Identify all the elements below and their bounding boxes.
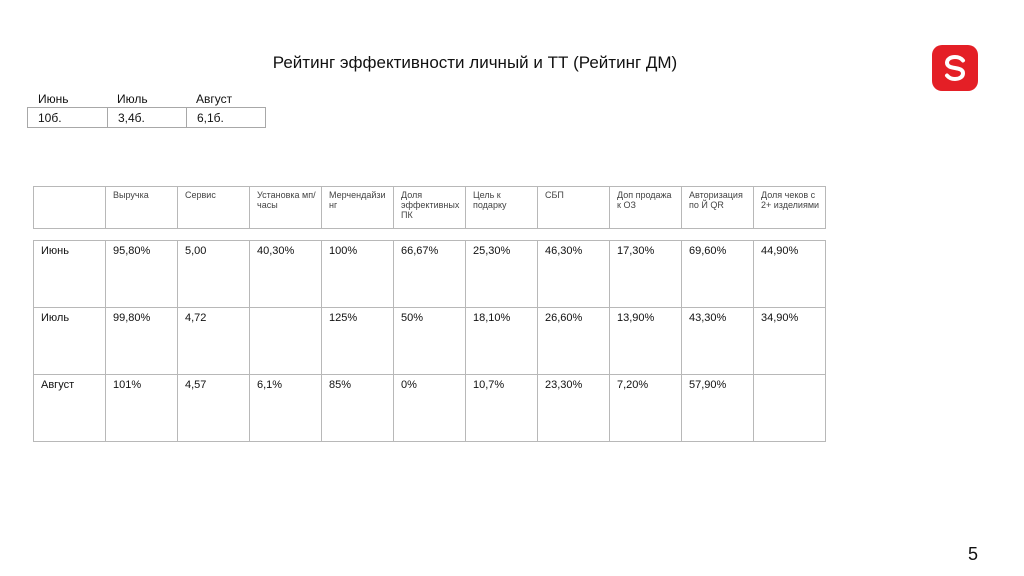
- column-header-sbp: СБП: [538, 187, 610, 229]
- table-cell: 10,7%: [466, 375, 538, 442]
- table-cell: 6,1%: [250, 375, 322, 442]
- row-month: Июль: [34, 308, 106, 375]
- brand-logo: [932, 45, 978, 91]
- column-header-gift-goal: Цель к подарку: [466, 187, 538, 229]
- table-cell: 5,00: [178, 241, 250, 308]
- table-cell: 125%: [322, 308, 394, 375]
- table-cell: 50%: [394, 308, 466, 375]
- metrics-data-table: [33, 240, 826, 442]
- table-row: [34, 375, 826, 442]
- column-header-blank: [34, 187, 106, 229]
- score-cell-august: 6,1б.: [187, 108, 266, 128]
- column-header-multi-item-checks: Доля чеков с 2+ изделиями: [754, 187, 826, 229]
- row-month: Июнь: [34, 241, 106, 308]
- column-header-service: Сервис: [178, 187, 250, 229]
- table-cell: 44,90%: [754, 241, 826, 308]
- metrics-header-table: [33, 186, 826, 229]
- table-cell: 95,80%: [106, 241, 178, 308]
- table-cell: 34,90%: [754, 308, 826, 375]
- table-cell: [754, 375, 826, 442]
- table-cell: 17,30%: [610, 241, 682, 308]
- table-cell: 26,60%: [538, 308, 610, 375]
- table-cell: 25,30%: [466, 241, 538, 308]
- table-cell: 23,30%: [538, 375, 610, 442]
- month-label-june: Июнь: [38, 92, 69, 106]
- table-cell: 0%: [394, 375, 466, 442]
- month-label-july: Июль: [117, 92, 148, 106]
- table-cell: 101%: [106, 375, 178, 442]
- table-row: [34, 241, 826, 308]
- header-row: [34, 187, 826, 229]
- table-row: [28, 108, 266, 128]
- column-header-installation: Установка мп/часы: [250, 187, 322, 229]
- table-cell: 69,60%: [682, 241, 754, 308]
- score-cell-july: 3,4б.: [108, 108, 187, 128]
- monthly-scores-table: [27, 107, 266, 128]
- table-cell: 99,80%: [106, 308, 178, 375]
- column-header-upsell: Доп продажа к ОЗ: [610, 187, 682, 229]
- table-cell: 40,30%: [250, 241, 322, 308]
- column-header-effective-pc: Доля эффективных ПК: [394, 187, 466, 229]
- table-cell: 4,57: [178, 375, 250, 442]
- table-cell: [250, 308, 322, 375]
- row-month: Август: [34, 375, 106, 442]
- table-cell: 85%: [322, 375, 394, 442]
- column-header-qr-auth: Авторизация по Й QR: [682, 187, 754, 229]
- table-cell: 7,20%: [610, 375, 682, 442]
- table-row: [34, 308, 826, 375]
- table-cell: 13,90%: [610, 308, 682, 375]
- table-cell: 57,90%: [682, 375, 754, 442]
- table-cell: 18,10%: [466, 308, 538, 375]
- table-cell: 43,30%: [682, 308, 754, 375]
- table-cell: 46,30%: [538, 241, 610, 308]
- slide-title: Рейтинг эффективности личный и ТТ (Рейтинг ДМ): [272, 53, 678, 72]
- month-label-august: Август: [196, 92, 233, 106]
- table-cell: 66,67%: [394, 241, 466, 308]
- table-cell: 4,72: [178, 308, 250, 375]
- column-header-revenue: Выручка: [106, 187, 178, 229]
- score-cell-june: 10б.: [28, 108, 108, 128]
- s-logo-icon: [932, 45, 978, 91]
- column-header-merchandising: Мерчендайзи нг: [322, 187, 394, 229]
- table-cell: 100%: [322, 241, 394, 308]
- page-number: 5: [968, 544, 979, 564]
